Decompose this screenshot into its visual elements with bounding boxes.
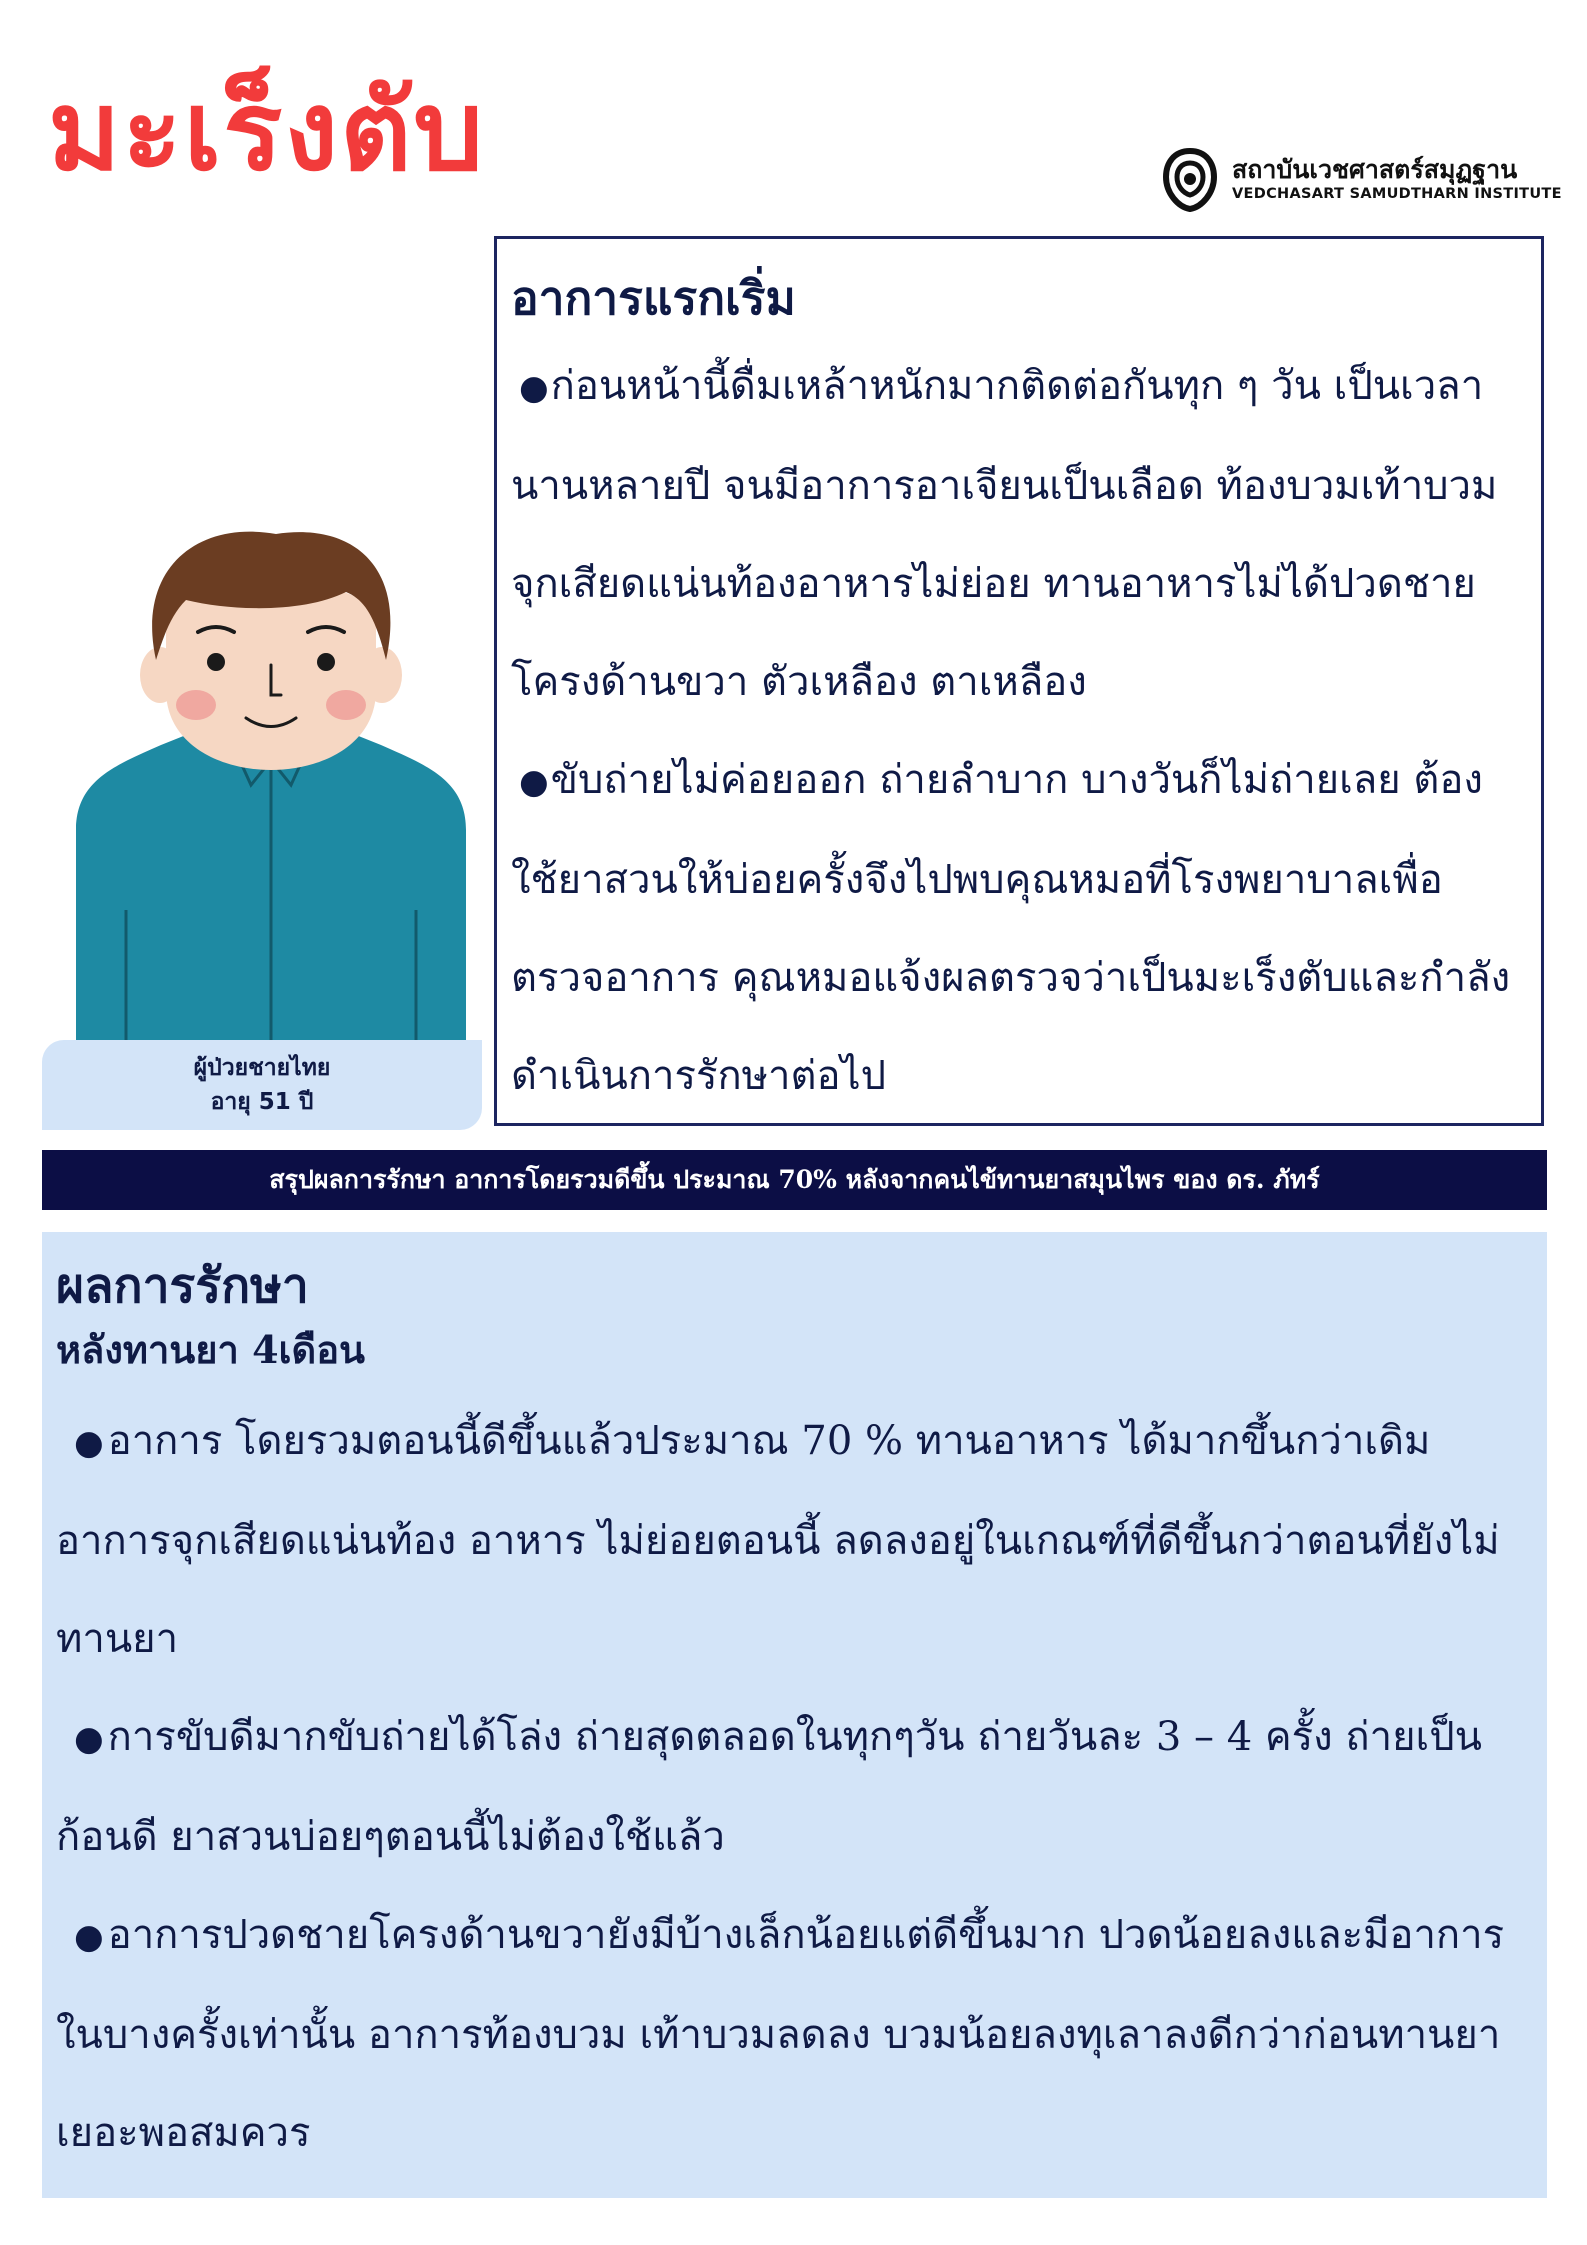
patient-age: อายุ 51 ปี: [210, 1089, 314, 1115]
bullet-icon: ●: [74, 1917, 104, 1958]
logo-name-thai: สถาบันเวชศาสตร์สมุฏฐาน: [1232, 155, 1518, 185]
patient-label: [42, 1040, 482, 1130]
result-item: [56, 1688, 1535, 1886]
result-text: อาการปวดชายโครงด้านขวายังมีบ้างเล็กน้อยแต่ดีขึ้นมาก ปวดน้อยลงและมีอาการในบางครั้งเท่านั้น อาการท้องบวม เท้าบวมลดลง บวมน้อยลงทุเลาลงดีกว่าก่อนทานยาเยอะพอสมควร: [56, 1912, 1505, 2157]
result-text: การขับดีมากขับถ่ายได้โล่ง ถ่ายสุดตลอดในทุกๆวัน ถ่ายวันละ 3 – 4 ครั้ง ถ่ายเป็นก้อนดี ยาสวนบ่อยๆตอนนี้ไม่ต้องใช้แล้ว: [56, 1714, 1482, 1861]
symptom-item: [511, 337, 1523, 731]
page-title: มะเร็งตับ: [48, 67, 486, 195]
symptom-text: ขับถ่ายไม่ค่อยออก ถ่ายลำบาก บางวันก็ไม่ถ่ายเลย ต้องใช้ยาสวนให้บ่อยครั้งจึงไปพบคุณหมอที่โรงพยาบาลเพื่อตรวจอาการ คุณหมอแจ้งผลตรวจว่าเป็นมะเร็งตับและกำลังดำเนินการรักษาต่อไป: [511, 756, 1511, 1099]
treatment-results-section: [42, 1232, 1547, 2198]
patient-avatar: [76, 530, 466, 1050]
institute-logo: [1160, 140, 1560, 220]
bullet-icon: ●: [519, 761, 549, 802]
symptom-text: ก่อนหน้านี้ดื่มเหล้าหนักมากติดต่อกันทุก ๆ วัน เป็นเวลานานหลายปี จนมีอาการอาเจียนเป็นเลือด ท้องบวมเท้าบวม จุกเสียดแน่นท้องอาหารไม่ย่อย ทานอาหารไม่ได้ปวดชายโครงด้านขวา ตัวเหลือง ตาเหลือง: [511, 362, 1498, 705]
results-heading: ผลการรักษา: [56, 1258, 309, 1314]
result-item: [56, 1886, 1535, 2182]
institute-logo-icon: [1160, 147, 1220, 213]
results-subheading: หลังทานยา 4เดือน: [56, 1326, 365, 1372]
result-item: [56, 1392, 1535, 1688]
treatment-summary-bar: สรุปผลการรักษา อาการโดยรวมดีขึ้น ประมาณ 70% หลังจากคนไข้ทานยาสมุนไพร ของ ดร. ภัทร์: [42, 1150, 1547, 1210]
patient-description: ผู้ป่วยชายไทย: [193, 1054, 331, 1081]
symptoms-heading: อาการแรกเริ่ม: [511, 271, 796, 325]
initial-symptoms-box: [494, 236, 1544, 1126]
logo-name-english: VEDCHASART SAMUDTHARN INSTITUTE: [1232, 185, 1562, 202]
result-text: อาการ โดยรวมตอนนี้ดีขึ้นแล้วประมาณ 70 % ทานอาหาร ได้มากขึ้นกว่าเดิม อาการจุกเสียดแน่นท้อง อาหาร ไม่ย่อยตอนนี้ ลดลงอยู่ในเกณฑ์ที่ดีขึ้นกว่าตอนที่ยังไม่ทานยา: [56, 1418, 1500, 1663]
bullet-icon: ●: [74, 1423, 104, 1464]
bullet-icon: ●: [74, 1719, 104, 1760]
bullet-icon: ●: [519, 367, 549, 408]
symptom-item: [511, 731, 1523, 1125]
